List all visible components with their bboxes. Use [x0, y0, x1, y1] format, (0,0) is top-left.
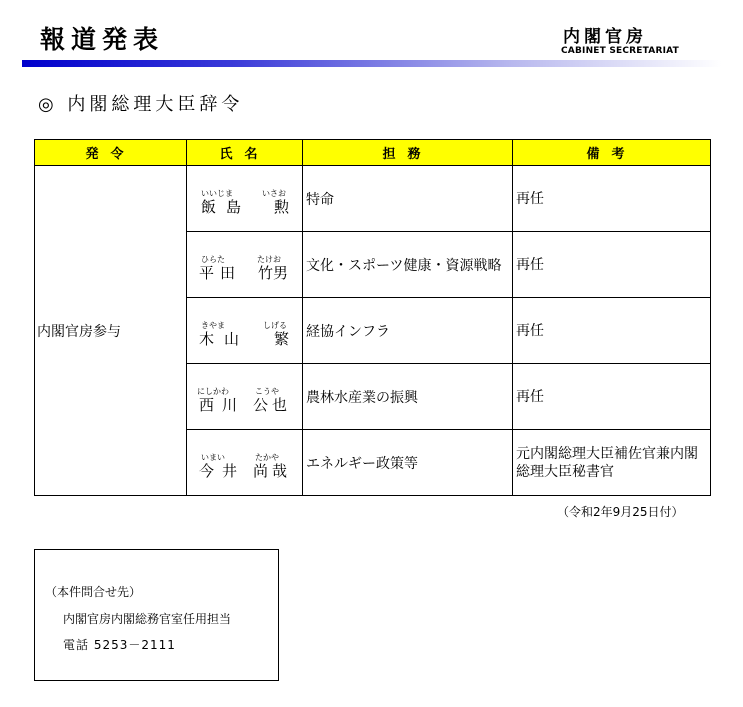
family-name: 西川 — [199, 396, 246, 414]
org-name-english: CABINET SECRETARIAT — [561, 46, 679, 56]
header-tanmu: 担務 — [303, 140, 513, 166]
appointment-table — [34, 139, 711, 496]
issue-date-note: （令和2年9月25日付） — [557, 505, 684, 519]
contact-telephone: 電話 5253－2111 — [63, 638, 176, 652]
given-name-ruby: たけお — [257, 255, 281, 264]
given-name-ruby: たかや — [255, 453, 279, 462]
org-name-japanese: 内閣官房 — [563, 27, 647, 47]
given-name-ruby: しげる — [263, 321, 287, 330]
given-name: 竹男 — [258, 264, 289, 282]
hatsurei-cell: 内閣官房参与 — [35, 166, 187, 496]
contact-department: 内閣官房内閣総務官室任用担当 — [63, 612, 232, 626]
name-cell — [187, 364, 303, 430]
biko-cell: 再任 — [513, 166, 711, 232]
tanmu-cell: 農林水産業の振興 — [303, 364, 513, 430]
header-biko: 備考 — [513, 140, 711, 166]
given-name: 公也 — [253, 396, 292, 414]
biko-cell: 元内閣総理大臣補佐官兼内閣総理大臣秘書官 — [513, 430, 711, 496]
contact-label: （本件問合せ先） — [45, 585, 142, 599]
family-name: 平田 — [199, 264, 242, 282]
biko-cell: 再任 — [513, 298, 711, 364]
tanmu-cell: 特命 — [303, 166, 513, 232]
family-name-ruby: きやま — [201, 321, 225, 330]
contact-box — [34, 549, 279, 681]
family-name: 今井 — [199, 462, 246, 480]
family-name: 木山 — [199, 330, 250, 348]
name-cell — [187, 430, 303, 496]
header-gradient-bar — [22, 60, 722, 67]
tanmu-cell: 経協インフラ — [303, 298, 513, 364]
given-name: 勲 — [274, 198, 290, 216]
given-name: 繁 — [274, 330, 290, 348]
family-name-ruby: いいじま — [201, 189, 233, 198]
given-name-ruby: いさお — [262, 189, 286, 198]
name-cell — [187, 166, 303, 232]
family-name-ruby: ひらた — [201, 255, 225, 264]
tanmu-cell: エネルギー政策等 — [303, 430, 513, 496]
biko-cell: 再任 — [513, 364, 711, 430]
family-name-ruby: にしかわ — [197, 387, 229, 396]
document-subtitle: ◎ 内閣総理大臣辞令 — [38, 94, 244, 115]
given-name: 尚哉 — [253, 462, 292, 480]
name-cell — [187, 232, 303, 298]
biko-cell: 再任 — [513, 232, 711, 298]
family-name: 飯島 — [201, 198, 252, 216]
given-name-ruby: こうや — [255, 387, 279, 396]
header-name: 氏名 — [187, 140, 303, 166]
table-row — [35, 166, 711, 232]
page-title: 報道発表 — [40, 25, 165, 54]
name-cell — [187, 298, 303, 364]
family-name-ruby: いまい — [201, 453, 225, 462]
header-hatsurei: 発令 — [35, 140, 187, 166]
table-header-row — [35, 140, 711, 166]
tanmu-cell: 文化・スポーツ健康・資源戦略 — [303, 232, 513, 298]
